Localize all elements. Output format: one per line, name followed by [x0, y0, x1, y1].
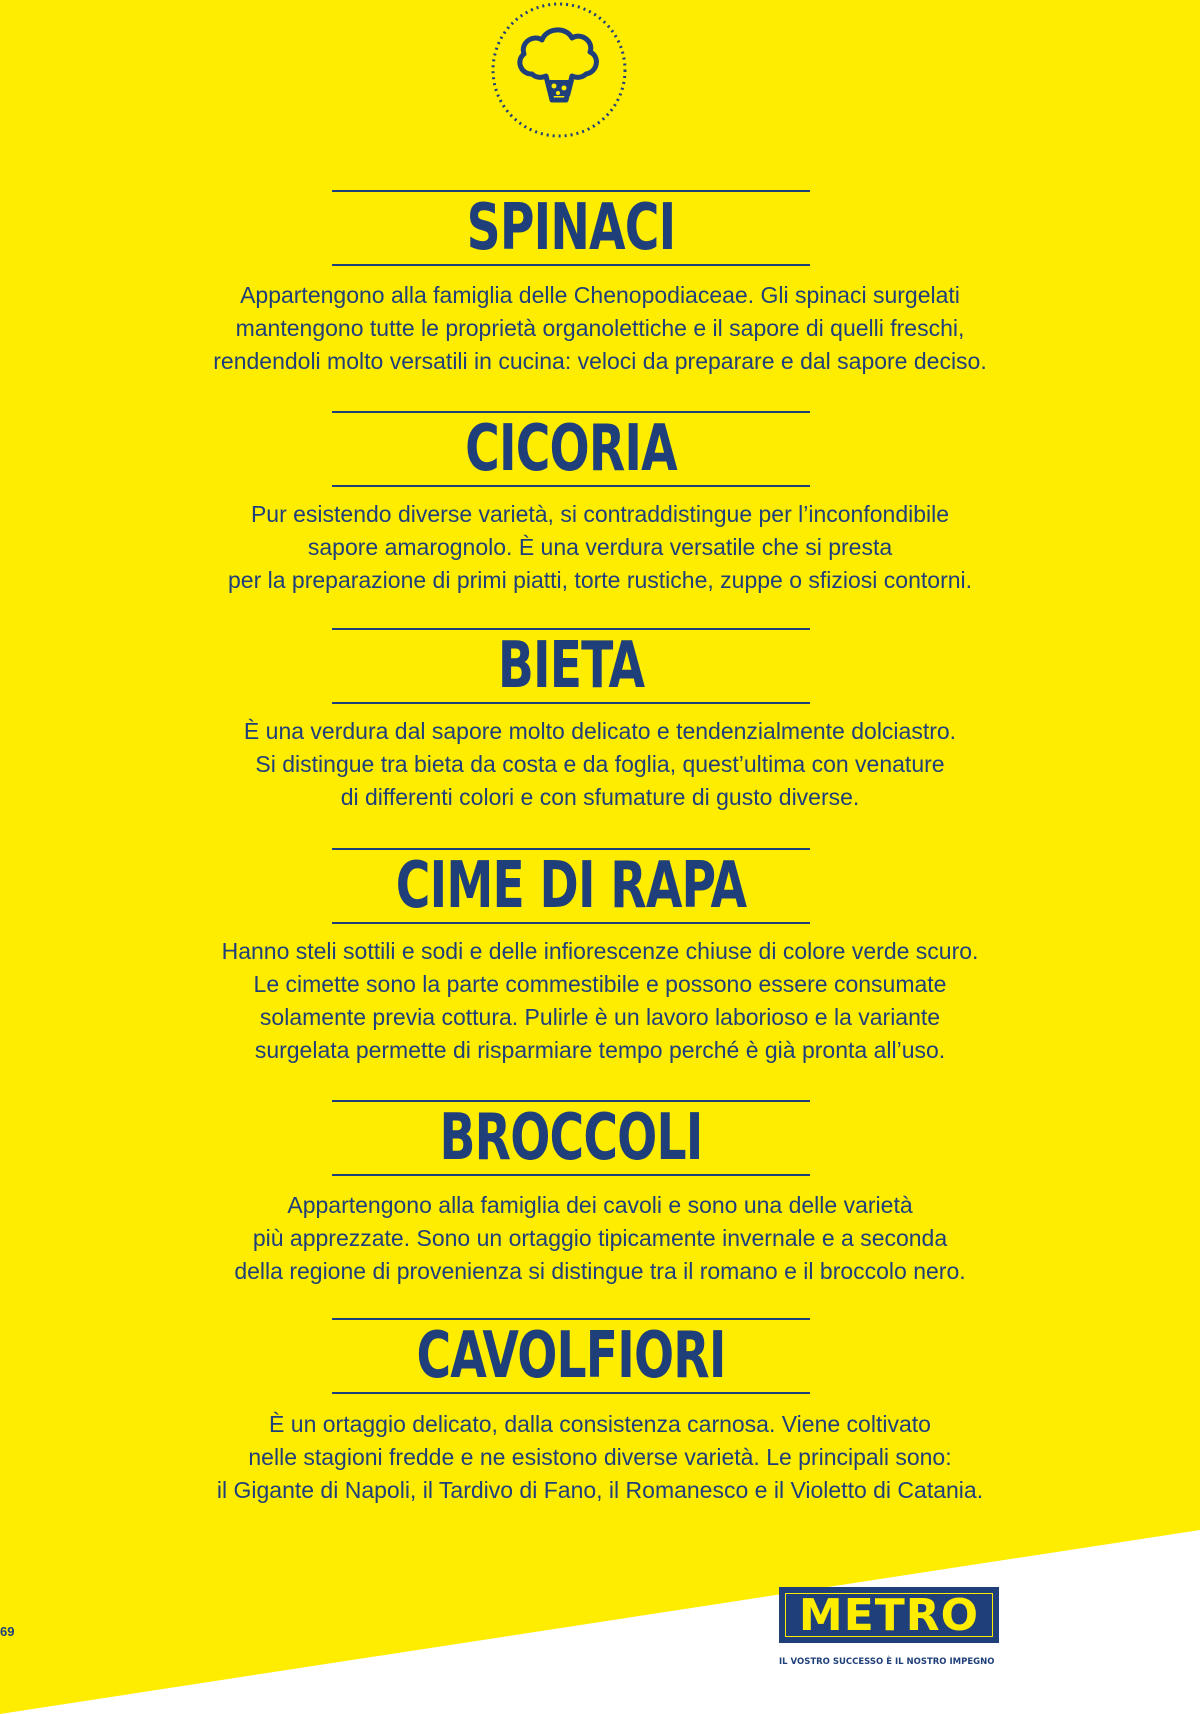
- metro-logo-frame: [785, 1590, 993, 1641]
- description-line: mantengono tutte le proprietà organolettiche e il sapore di quelli freschi,: [235, 315, 965, 341]
- description-line: il Gigante di Napoli, il Tardivo di Fano, il Romanesco e il Violetto di Catania.: [216, 1477, 984, 1503]
- description-line: di differenti colori e con sfumature di gusto diverse.: [340, 784, 860, 810]
- section-title: CICORIA: [465, 412, 677, 486]
- section-title-box: [332, 848, 810, 924]
- section-title: SPINACI: [466, 191, 676, 265]
- description-line: sapore amarognolo. È una verdura versatile che si presta: [307, 534, 893, 560]
- section-description: [100, 935, 1100, 1067]
- description-line: della regione di provenienza si distingue tra il romano e il broccolo nero.: [234, 1258, 966, 1284]
- broccoli-icon: [486, 0, 632, 146]
- section-title: BROCCOLI: [439, 1101, 703, 1175]
- description-line: Appartengono alla famiglia delle Chenopodiaceae. Gli spinaci surgelati: [240, 282, 960, 308]
- description-line: nelle stagioni fredde e ne esistono diverse varietà. Le principali sono:: [248, 1444, 952, 1470]
- section-title-box: [332, 190, 810, 266]
- description-line: rendendoli molto versatili in cucina: veloci da preparare e dal sapore deciso.: [213, 348, 987, 374]
- page-number: 69: [0, 1624, 15, 1639]
- section-title: CAVOLFIORI: [416, 1319, 726, 1393]
- section-description: [100, 1189, 1100, 1288]
- section-title: CIME DI RAPA: [395, 849, 747, 923]
- section-description: [100, 715, 1100, 814]
- description-line: per la preparazione di primi piatti, torte rustiche, zuppe o sfiziosi contorni.: [227, 567, 973, 593]
- description-line: È una verdura dal sapore molto delicato e tendenzialmente dolciastro.: [243, 718, 957, 744]
- section-title-box: [332, 1318, 810, 1394]
- metro-tagline: IL VOSTRO SUCCESSO È IL NOSTRO IMPEGNO: [779, 1657, 995, 1667]
- description-line: Pur esistendo diverse varietà, si contraddistingue per l’inconfondibile: [250, 501, 950, 527]
- section-description: [100, 1408, 1100, 1507]
- section-title: BIETA: [497, 629, 645, 703]
- metro-logo-text: METRO: [798, 1590, 980, 1641]
- section-description: [100, 279, 1100, 378]
- section-title-box: [332, 628, 810, 704]
- section-title-box: [332, 411, 810, 487]
- metro-logo: [779, 1587, 999, 1643]
- section-description: [100, 498, 1100, 597]
- description-line: È un ortaggio delicato, dalla consistenza carnosa. Viene coltivato: [269, 1411, 931, 1437]
- description-line: Appartengono alla famiglia dei cavoli e sono una delle varietà: [287, 1192, 913, 1218]
- section-title-box: [332, 1100, 810, 1176]
- description-line: solamente previa cottura. Pulirle è un lavoro laborioso e la variante: [259, 1004, 941, 1030]
- description-line: surgelata permette di risparmiare tempo perché è già pronta all’uso.: [254, 1037, 946, 1063]
- description-line: Hanno steli sottili e sodi e delle infiorescenze chiuse di colore verde scuro.: [221, 938, 979, 964]
- description-line: più apprezzate. Sono un ortaggio tipicamente invernale e a seconda: [252, 1225, 948, 1251]
- description-line: Si distingue tra bieta da costa e da foglia, quest’ultima con venature: [255, 751, 945, 777]
- description-line: Le cimette sono la parte commestibile e possono essere consumate: [253, 971, 947, 997]
